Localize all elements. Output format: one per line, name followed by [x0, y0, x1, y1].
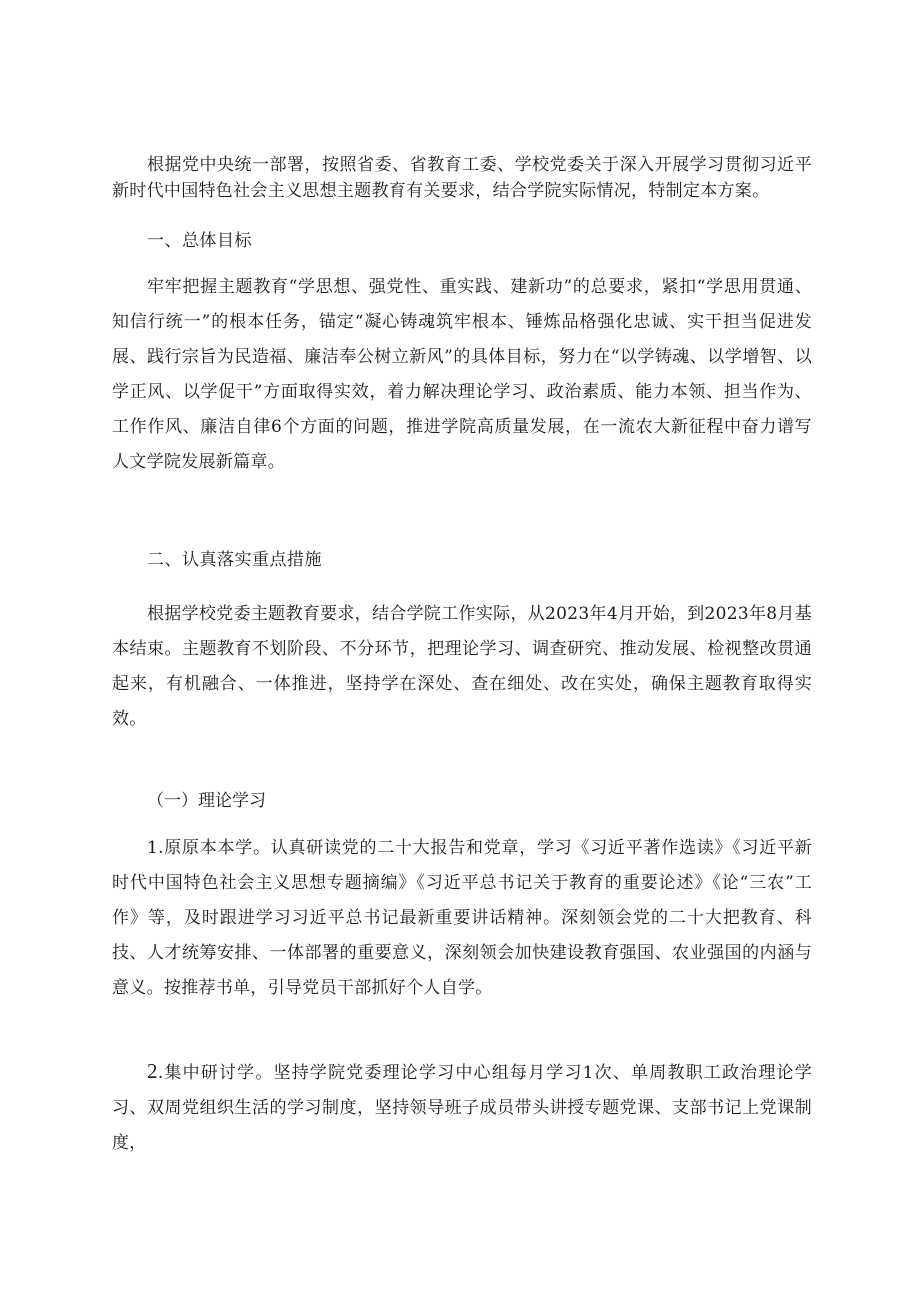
subsection-1-item-1: 1.原原本本学。认真研读党的二十大报告和党章，学习《习近平著作选读》《习近平新时代中国特色社会主义思想专题摘编》《习近平总书记关于教育的重要论述》《论“三农”工作》等，及时跟进学习习近平总书记最新重要讲话精神。深刻领会党的二十大把教育、科技、人才统筹安排、一体部署的重要意义，深刻领会加快建设教育强国、农业强国的内涵与意义。按推荐书单，引导党员干部抓好个人自学。 — [112, 838, 812, 998]
subsection-1-heading: （一）理论学习 — [147, 791, 266, 811]
intro-paragraph: 根据党中央统一部署，按照省委、省教育工委、学校党委关于深入开展学习贯彻习近平新时代中国特色社会主义思想主题教育有关要求，结合学院实际情况，特制定本方案。 — [112, 155, 812, 201]
section-2-body: 根据学校党委主题教育要求，结合学院工作实际，从2023年4月开始，到2023年8月基本结束。主题教育不划阶段、不分环节，把理论学习、调查研究、推动发展、检视整改贯通起来，有机融合、一体推进，坚持学在深处、查在细处、改在实处，确保主题教育取得实效。 — [112, 604, 812, 729]
section-1-body: 牢牢把握主题教育“学思想、强党性、重实践、建新功”的总要求，紧扣“学思用贯通、知信行统一”的根本任务，锚定“凝心铸魂筑牢根本、锤炼品格强化忠诚、实干担当促进发展、践行宗旨为民造福、廉洁奉公树立新风”的具体目标，努力在“以学铸魂、以学增智、以学正风、以学促干”方面取得实效，着力解决理论学习、政治素质、能力本领、担当作为、工作作风、廉洁自律6个方面的问题，推进学院高质量发展，在一流农大新征程中奋力谱写人文学院发展新篇章。 — [112, 277, 812, 472]
section-1-heading: 一、总体目标 — [147, 231, 252, 251]
section-2-heading: 二、认真落实重点措施 — [147, 550, 322, 570]
item-2-number: 2 — [147, 1059, 158, 1083]
subsection-1-item-2 — [112, 1054, 812, 1161]
item-2-text: .集中研讨学。坚持学院党委理论学习中心组每月学习1次、单周教职工政治理论学习、双周党组织生活的学习制度，坚持领导班子成员带头讲授专题党课、支部书记上党课制度， — [112, 1063, 812, 1153]
